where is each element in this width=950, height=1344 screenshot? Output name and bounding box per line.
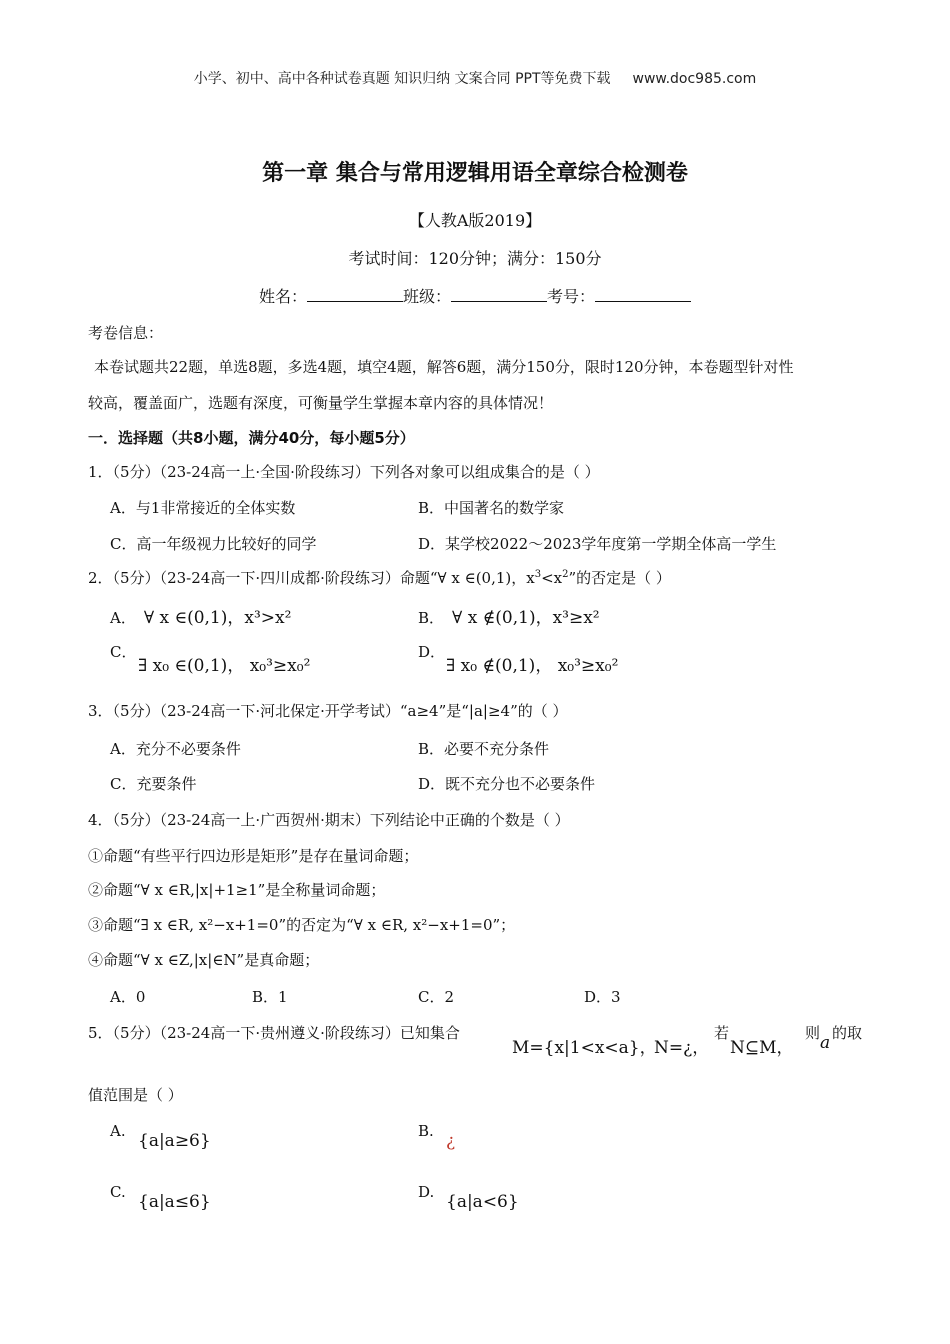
edition: 【人教A版2019】: [408, 211, 542, 230]
q2-option-a[interactable]: [110, 603, 291, 628]
q5-stem-pre: 5．（5分）（23-24高一下·贵州遵义·阶段练习）已知集合: [88, 1024, 460, 1042]
q4-stem: 4．（5分）（23-24高一上·广西贺州·期末）下列结论中正确的个数是（ ）: [88, 811, 570, 829]
q4-statement-1: ①命题“有些平行四边形是矩形”是存在量词命题；: [88, 847, 419, 865]
student-info: [0, 284, 950, 307]
q3-stem: 3．（5分）（23-24高一下·河北保定·开学考试）“a≥4”是“|a|≥4”的（ ）: [88, 702, 568, 720]
q5-stem-tail: 的取: [832, 1024, 863, 1042]
q5-set-n: N=¿，: [654, 1038, 710, 1058]
page-title: 第一章 集合与常用逻辑用语全章综合检测卷: [262, 161, 688, 186]
q5-option-b-label[interactable]: B.: [418, 1122, 434, 1140]
q3-option-d[interactable]: D．既不充分也不必要条件: [418, 775, 596, 793]
q5-then: 则: [805, 1024, 821, 1042]
q2-stem-math: ∀ x ∈(0,1)，x: [437, 569, 535, 587]
q1-option-a[interactable]: A．与1非常接近的全体实数: [110, 499, 296, 517]
q2-stem-lt: <x: [541, 569, 563, 587]
q2-option-c-math[interactable]: ∃ x₀ ∈(0,1)， x₀³≥x₀²: [138, 656, 311, 676]
q5-option-d-label[interactable]: D.: [418, 1183, 435, 1201]
header-site[interactable]: www.doc985.com: [632, 71, 757, 87]
q1-stem: 1．（5分）（23-24高一上·全国·阶段练习）下列各对象可以组成集合的是（ ）: [88, 463, 600, 481]
exam-time: 考试时间：120分钟；满分：150分: [348, 249, 602, 268]
q2-a-math: ∀ x ∈(0,1)，x³>x²: [143, 608, 292, 628]
info-line2: 较高，覆盖面广，选题有深度，可衡量学生掌握本章内容的具体情况！: [88, 394, 554, 412]
q2-stem: [88, 567, 671, 588]
q5-if: 若: [714, 1024, 730, 1042]
class-field[interactable]: [451, 287, 547, 302]
q3-option-a[interactable]: A．充分不必要条件: [110, 740, 241, 758]
q5-option-a-label[interactable]: A.: [110, 1122, 126, 1140]
q2-option-d-math[interactable]: ∃ x₀ ∉(0,1)， x₀³≥x₀²: [446, 656, 619, 676]
info-label: 考卷信息：: [88, 324, 164, 342]
section-1-title: 一．选择题（共8小题，满分40分，每小题5分）: [88, 429, 415, 447]
q5-condition: N⊆M，: [730, 1038, 794, 1058]
q2-b-math: ∀ x ∉(0,1)，x³≥x²: [452, 608, 600, 628]
class-label: 班级：: [402, 287, 451, 306]
q5-var-a: a: [820, 1033, 831, 1053]
q2-sup2: 2: [562, 569, 569, 580]
q4-option-d[interactable]: D．3: [584, 988, 621, 1006]
q2-a-label: A．: [110, 609, 136, 627]
q5-option-c[interactable]: {a|a≤6}: [138, 1192, 211, 1212]
q2-b-label: B．: [418, 609, 445, 627]
number-label: 考号：: [547, 287, 596, 306]
q5-option-a[interactable]: {a|a≥6}: [138, 1131, 211, 1151]
q5-option-c-label[interactable]: C.: [110, 1183, 126, 1201]
q2-option-c-label[interactable]: C．: [110, 643, 137, 661]
q4-statement-4: ④命题“∀ x ∈Z,|x|∈N”是真命题；: [88, 951, 320, 969]
name-label: 姓名：: [258, 287, 307, 306]
q2-stem-pre: 2．（5分）（23-24高一下·四川成都·阶段练习）命题“: [88, 569, 438, 587]
q3-option-c[interactable]: C．充要条件: [110, 775, 197, 793]
q5-set-m: M={x|1<x<a}，: [512, 1038, 657, 1058]
info-line1: 本卷试题共22题，单选8题，多选4题，填空4题，解答6题，满分150分，限时120分钟，本卷题型针对性: [94, 358, 794, 376]
q4-statement-2: ②命题“∀ x ∈R,|x|+1≥1”是全称量词命题；: [88, 881, 386, 899]
page-header: [0, 68, 950, 88]
name-field[interactable]: [307, 287, 403, 302]
q2-stem-post: ”的否定是（ ）: [568, 569, 671, 587]
header-text: 小学、初中、高中各种试卷真题 知识归纳 文案合同 PPT等免费下载: [193, 71, 611, 87]
q5-option-b[interactable]: ¿: [446, 1131, 456, 1151]
q1-option-c[interactable]: C．高一年级视力比较好的同学: [110, 535, 317, 553]
q4-option-a[interactable]: A．0: [110, 988, 146, 1006]
q4-statement-3: ③命题“∃ x ∈R, x²−x+1=0”的否定为“∀ x ∈R, x²−x+1=0”；: [88, 916, 516, 934]
q2-option-d-label[interactable]: D．: [418, 643, 446, 661]
q5-option-d[interactable]: {a|a<6}: [446, 1192, 519, 1212]
q4-option-c[interactable]: C．2: [418, 988, 455, 1006]
q1-option-d[interactable]: D．某学校2022～2023学年度第一学期全体高一学生: [418, 535, 777, 553]
q2-option-b[interactable]: [418, 603, 600, 628]
q4-option-b[interactable]: B．1: [252, 988, 288, 1006]
q5-stem-line2: 值范围是（ ）: [88, 1086, 183, 1104]
q1-option-b[interactable]: B．中国著名的数学家: [418, 499, 565, 517]
q3-option-b[interactable]: B．必要不充分条件: [418, 740, 550, 758]
number-field[interactable]: [595, 287, 691, 302]
q2-sup1: 3: [534, 569, 542, 580]
